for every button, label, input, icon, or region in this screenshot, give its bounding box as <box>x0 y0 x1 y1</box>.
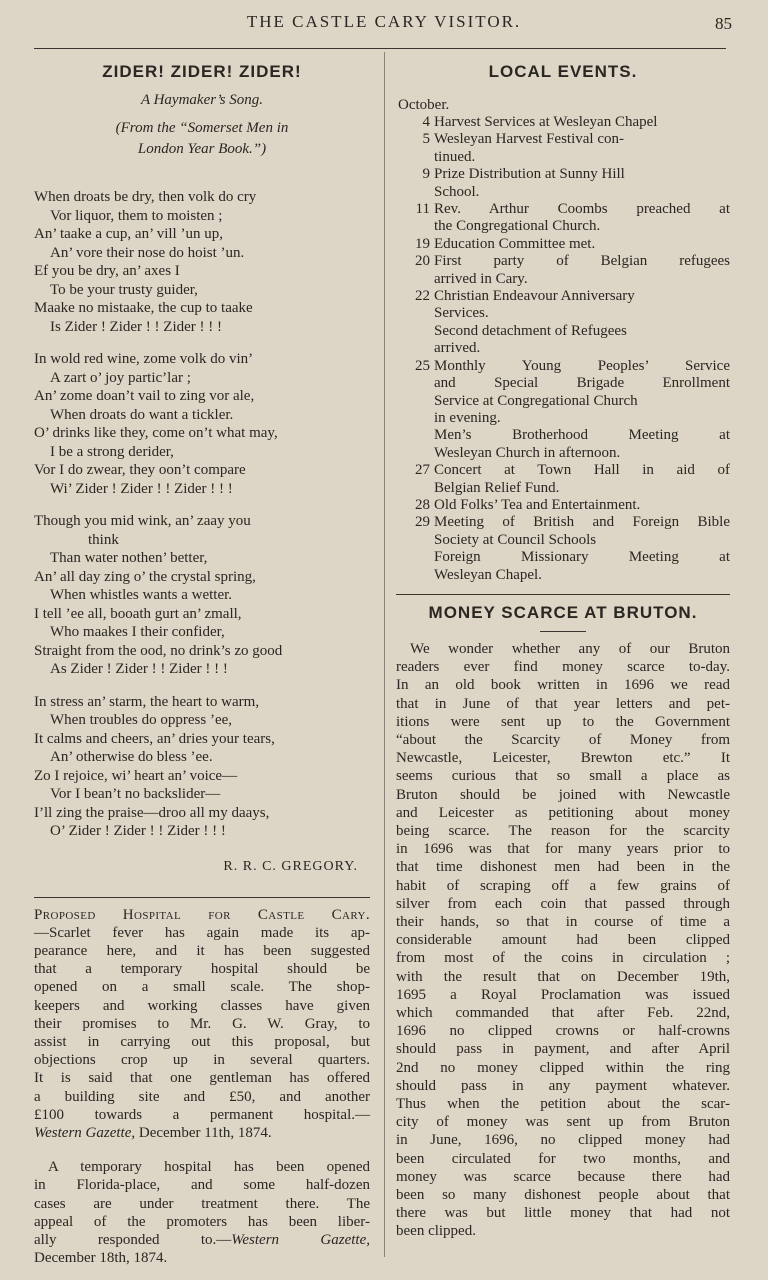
article-line: seems curious that so small a place as <box>396 768 730 785</box>
article-line: should pass in any payment whatever. <box>396 1077 730 1094</box>
article-line: £100 towards a permanent hospital.— <box>34 1106 370 1123</box>
money-title: MONEY SCARCE AT BRUTON. <box>428 602 698 622</box>
event-text <box>434 131 730 166</box>
article-line: in June, 1696, no clipped money had <box>396 1132 730 1149</box>
event-line: Society at Council Schools <box>434 531 597 548</box>
event-text <box>434 166 730 201</box>
article-line <box>34 1231 370 1249</box>
event-line: School. <box>434 183 480 200</box>
event-line: Service at Congregational Church <box>434 392 638 409</box>
event-item <box>396 462 730 497</box>
right-column <box>396 62 730 1241</box>
event-line: Belgian Relief Fund. <box>434 479 560 496</box>
event-text <box>434 514 730 584</box>
hospital-followup <box>34 1158 370 1267</box>
verse-line: In wold red wine, zome volk do vin’ <box>34 351 254 367</box>
article-text: ally responded to.— <box>34 1231 232 1248</box>
column-divider <box>384 52 385 1257</box>
event-line: Monthly Young Peoples’ Service <box>434 357 730 374</box>
event-day: 5 <box>422 131 430 148</box>
article-line: “about the Scarcity of Money from <box>396 731 730 748</box>
article-line: Bruton should be joined with Newcastle <box>396 786 730 803</box>
event-line: arrived in Cary. <box>434 270 528 287</box>
event-line: Men’s Brotherhood Meeting at <box>434 427 730 444</box>
verse-line: An’ vore their nose do hoist ’un. <box>50 244 245 261</box>
article-line: there was but little money that had not <box>396 1205 730 1222</box>
poem-source-line: London Year Book.”) <box>137 141 267 157</box>
poem-title: ZIDER! ZIDER! ZIDER! <box>102 62 302 81</box>
verse-line: An’ all day zing o’ the crystal spring, <box>34 568 256 585</box>
event-line: Education Committee met. <box>434 235 596 252</box>
article-line: and Leicester as petitioning about money <box>396 804 730 821</box>
event-day: 29 <box>415 514 430 531</box>
event-line: Wesleyan Church in afternoon. <box>434 444 621 461</box>
verse-line: When whistles wants a wetter. <box>50 587 233 603</box>
verse-line: When droats do want a tickler. <box>50 406 234 423</box>
section-rule <box>34 897 370 898</box>
event-line: arrived. <box>434 340 481 357</box>
article-line: 1696 no clipped crowns or half-crowns <box>396 1023 730 1040</box>
article-line: that time dishonest men had been in the <box>396 859 730 876</box>
verse-line: An’ taake a cup, an’ vill ’un up, <box>34 226 223 242</box>
event-text <box>434 114 730 131</box>
verse-line: Vor I do zwear, they oon’t compare <box>34 462 246 478</box>
verse-line: Maake no mistaake, the cup to taake <box>34 300 253 316</box>
poem-source <box>34 118 370 160</box>
article-line: pearance here, and it has been suggested <box>34 942 370 959</box>
event-line: First party of Belgian refugees <box>434 253 730 270</box>
event-day: 25 <box>415 357 430 374</box>
article-line: with the result that on December 19th, <box>396 968 730 985</box>
verse-line: Vor I bean’t no backslider— <box>50 786 221 802</box>
verse-line: O’ drinks like they, come on’t what may, <box>34 425 278 441</box>
money-article <box>396 640 730 1241</box>
article-line: In an old book written in 1696 we read <box>396 677 730 694</box>
verse-line: An’ otherwise do bless ’ee. <box>50 749 213 765</box>
event-line: and Special Brigade Enrollment <box>434 375 730 392</box>
article-line: It is said that one gentleman has offered <box>34 1070 370 1087</box>
events-list <box>396 114 730 584</box>
event-line: Harvest Services at Wesleyan Chapel <box>434 114 658 130</box>
article-line: which commanded that after Feb. 22nd, <box>396 1005 730 1022</box>
event-line: Christian Endeavour Anniversary <box>434 288 635 305</box>
event-line: Prize Distribution at Sunny Hill <box>434 166 625 183</box>
event-line: the Congregational Church. <box>434 218 601 235</box>
event-line: Meeting of British and Foreign Bible <box>434 514 730 531</box>
article-line: a building site and £50, and another <box>34 1088 370 1105</box>
verse-line: In stress an’ starm, the heart to warm, <box>34 693 260 710</box>
event-line: in evening. <box>434 409 501 426</box>
article-line: objections crop up in several quarters. <box>34 1052 370 1069</box>
source-date: December 18th, 1874. <box>34 1250 168 1267</box>
poem-source-line: (From the “Somerset Men in <box>115 120 289 136</box>
verse-line: An’ zome doan’t vail to zing vor ale, <box>34 388 255 404</box>
verse-line: think <box>88 531 119 548</box>
verse-line: Than water nothen’ better, <box>50 550 208 566</box>
article-line: itions were sent up to the Government <box>396 713 730 730</box>
article-line: money was scarce because there had <box>396 1168 730 1185</box>
article-line: been clipped. <box>396 1223 476 1240</box>
article-line: silver from each coin that passed through <box>396 895 730 912</box>
left-column <box>34 62 370 1267</box>
article-line: 1695 a Royal Proclamation was issued <box>396 986 730 1003</box>
event-line: Rev. Arthur Coombs preached at <box>434 201 730 218</box>
events-month: October. <box>398 97 450 113</box>
verse-line: I be a strong derider, <box>50 443 174 460</box>
poem-stanza-3 <box>34 512 370 679</box>
section-rule <box>396 594 730 595</box>
verse-line: I’ll zing the praise—droo all my daays, <box>34 804 270 821</box>
event-day: 20 <box>415 253 430 270</box>
article-line: Thus when the petition about the scar- <box>396 1096 730 1113</box>
event-item <box>396 358 730 462</box>
verse-line: Vor liquor, them to moisten ; <box>50 207 223 224</box>
event-item <box>396 114 730 131</box>
event-line: Wesleyan Harvest Festival con- <box>434 131 624 148</box>
poem-signature: R. R. C. GREGORY. <box>223 858 358 874</box>
article-heading: Proposed Hospital for Castle Cary. <box>34 906 370 923</box>
poem-stanza-4 <box>34 693 370 841</box>
article-line: considerable amount had been clipped <box>396 932 730 949</box>
event-text <box>434 288 730 358</box>
article-line: 2nd no money clipped within the ring <box>396 1059 730 1076</box>
verse-line: Ef you be dry, an’ axes I <box>34 263 180 279</box>
article-line: assist in carrying out this proposal, but <box>34 1033 370 1050</box>
verse-line: Wi’ Zider ! Zider ! ! Zider ! ! ! <box>50 480 233 497</box>
article-line: their promises to Mr. G. W. Gray, to <box>34 1015 370 1032</box>
article-line: that in June of that year letters and pet- <box>396 695 730 712</box>
event-line: tinued. <box>434 148 476 165</box>
article-line: in 1696 was that for many years prior to <box>396 841 730 858</box>
poem-subtitle: A Haymaker’s Song. <box>140 92 264 108</box>
source-name: Western Gazette, <box>231 1231 370 1248</box>
event-item <box>396 131 730 166</box>
verse-line: When droats be dry, then volk do cry <box>34 189 257 205</box>
event-item <box>396 253 730 288</box>
verse-line: As Zider ! Zider ! ! Zider ! ! ! <box>50 661 228 677</box>
article-line: cases are under treatment there. The <box>34 1195 370 1212</box>
verse-line: When troubles do oppress ’ee, <box>50 712 233 728</box>
article-line: —Scarlet fever has again made its ap- <box>34 924 370 941</box>
event-day: 4 <box>422 114 430 130</box>
event-text <box>434 462 730 497</box>
verse-line: I tell ’ee all, booath gurt an’ zmall, <box>34 605 242 622</box>
article-line: in Florida-place, and some half-dozen <box>34 1177 370 1194</box>
article-line: being scarce. The reason for the scarcity <box>396 823 730 839</box>
article-line: readers ever find money scarce to-day. <box>396 659 730 676</box>
event-line: Second detachment of Refugees <box>434 322 627 339</box>
event-text <box>434 253 730 288</box>
event-item <box>396 236 730 253</box>
article-line: We wonder whether any of our Bruton <box>410 640 730 657</box>
source-date: December 11th, 1874. <box>135 1124 272 1141</box>
article-line: opened on a small scale. The shop- <box>34 979 370 996</box>
verse-line: Straight from the ood, no drink’s zo good <box>34 642 283 659</box>
verse-line: To be your trusty guider, <box>50 281 198 298</box>
article-line: appeal of the promoters has been liber- <box>34 1213 370 1230</box>
event-line: Foreign Missionary Meeting at <box>434 549 730 566</box>
verse-line: It calms and cheers, an’ dries your tears, <box>34 730 275 747</box>
verse-line: Though you mid wink, an’ zaay you <box>34 513 251 529</box>
event-line: Concert at Town Hall in aid of <box>434 462 730 479</box>
event-text <box>434 358 730 462</box>
event-text <box>434 497 730 514</box>
article-line: city of money was sent up from Bruton <box>396 1114 730 1131</box>
article-line: been so many dishonest people about that <box>396 1187 730 1204</box>
event-item <box>396 166 730 201</box>
article-source-line <box>34 1124 370 1142</box>
event-item <box>396 514 730 584</box>
article-line: should pass in payment, and after April <box>396 1041 730 1058</box>
poem-stanza-1 <box>34 188 370 336</box>
event-day: 27 <box>415 462 430 479</box>
article-line: been circulated for two months, and <box>396 1150 730 1167</box>
article-line <box>34 906 370 924</box>
article-line: keepers and working classes have given <box>34 997 370 1014</box>
article-line: A temporary hospital has been opened <box>48 1159 370 1176</box>
event-line: Old Folks’ Tea and Entertainment. <box>434 496 641 513</box>
event-item <box>396 288 730 358</box>
event-day: 19 <box>415 235 430 252</box>
poem-stanza-2 <box>34 350 370 498</box>
article-line: their hands, so that in course of time a <box>396 914 730 931</box>
verse-line: Zo I rejoice, wi’ heart an’ voice— <box>34 767 238 784</box>
events-title: LOCAL EVENTS. <box>488 62 638 81</box>
running-title: THE CASTLE CARY VISITOR. <box>246 12 522 31</box>
event-text <box>434 201 730 236</box>
article-line: Newcastle, Leicester, Brewton etc.” It <box>396 750 730 767</box>
hospital-article <box>34 906 370 1143</box>
verse-line: O’ Zider ! Zider ! ! Zider ! ! ! <box>50 823 226 839</box>
verse-line: A zart o’ joy partic’lar ; <box>50 369 191 386</box>
verse-line: Who maakes I their confider, <box>50 624 225 640</box>
source-name: Western Gazette, <box>34 1124 136 1141</box>
verse-line: Is Zider ! Zider ! ! Zider ! ! ! <box>50 318 223 335</box>
article-line: from most of the coins in circulation ; <box>396 950 730 967</box>
article-line: habit of scraping off a few grains of <box>396 877 730 894</box>
page-number: 85 <box>715 14 732 33</box>
event-line: Wesleyan Chapel. <box>434 566 542 583</box>
article-line: that a temporary hospital should be <box>34 961 370 978</box>
event-item <box>396 201 730 236</box>
event-day: 11 <box>415 201 430 218</box>
event-day: 22 <box>415 288 430 305</box>
event-line: Services. <box>434 305 489 322</box>
event-day: 28 <box>415 496 430 513</box>
event-day: 9 <box>422 166 430 183</box>
title-underline <box>540 631 586 632</box>
event-text <box>434 236 730 253</box>
event-item <box>396 497 730 514</box>
header-rule <box>34 48 726 49</box>
